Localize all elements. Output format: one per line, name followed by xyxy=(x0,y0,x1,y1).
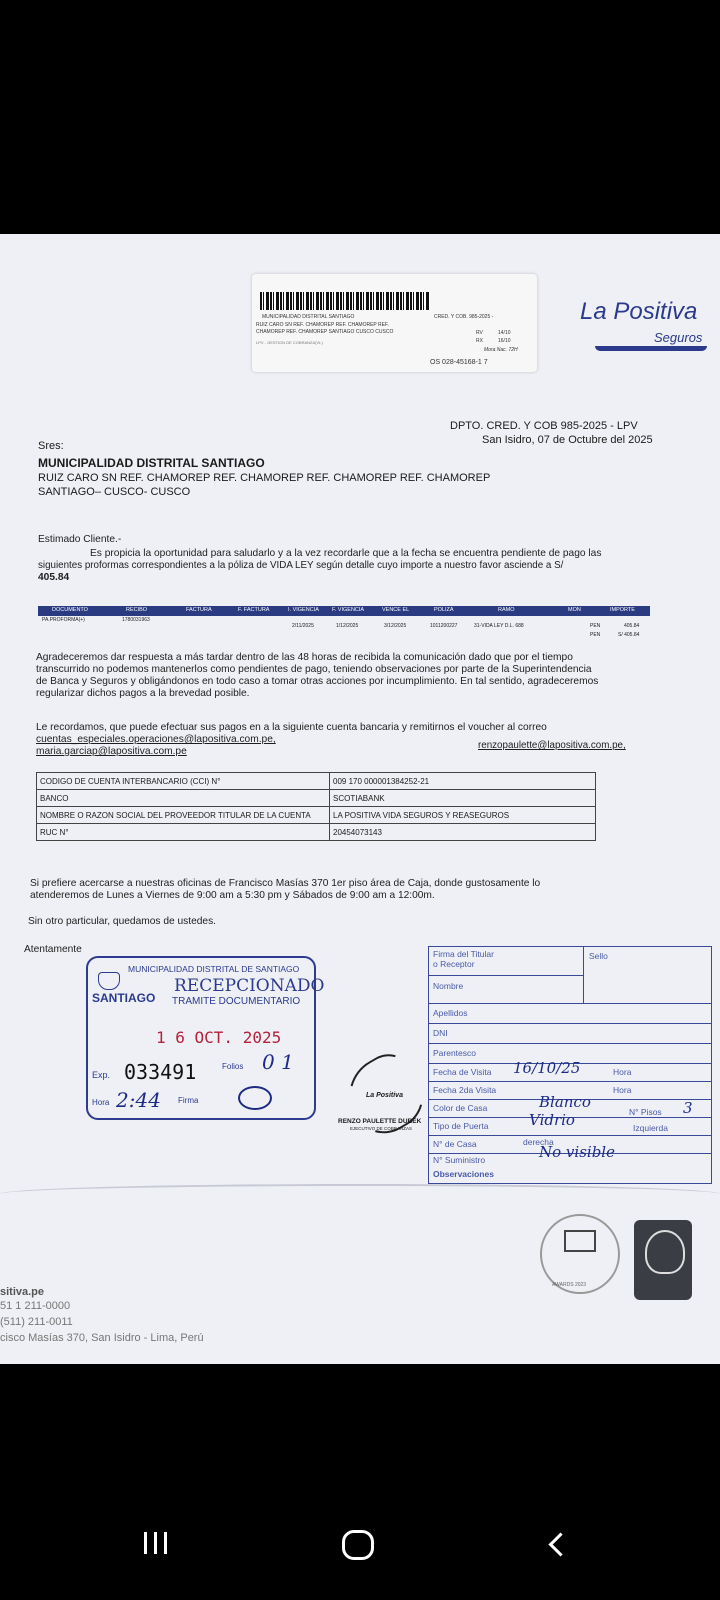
form-firma: Firma del Titular xyxy=(433,949,494,959)
footer-phone-2: (511) 211-0011 xyxy=(0,1316,73,1328)
email-maria-garciap[interactable]: maria.garciap@lapositiva.com.pe xyxy=(36,746,187,757)
form-hora-1: Hora xyxy=(613,1067,632,1077)
label-rx-date: 16/10 xyxy=(498,338,511,344)
cell-f-vigencia: 1/12/2025 xyxy=(336,623,359,629)
label-rv-date: 14/10 xyxy=(498,330,511,336)
cell-recibo: 1780031963 xyxy=(122,617,150,623)
stamp-recepcionado: RECEPCIONADO xyxy=(174,976,325,996)
form-fecha-visita-value: 16/10/25 xyxy=(513,1059,581,1077)
total-importe: S/ 405.84 xyxy=(618,632,640,638)
barcode xyxy=(260,292,430,310)
form-sello: Sello xyxy=(589,951,608,961)
detail-table xyxy=(38,606,650,638)
cell-i-vigencia: 2/11/2025 xyxy=(292,623,314,629)
stamp-exp-label: Exp. xyxy=(92,1070,111,1080)
home-button[interactable] xyxy=(342,1530,374,1560)
header-recibo: RECIBO xyxy=(126,607,148,613)
header-mon: MON xyxy=(568,607,581,613)
form-color-value: Blanco xyxy=(539,1093,591,1111)
recents-icon-bar xyxy=(154,1532,157,1554)
cci-value: 009 170 000001384252-21 xyxy=(330,773,596,790)
stamp-folios-value: 0 1 xyxy=(262,1050,294,1074)
form-tipo-value: Vidrio xyxy=(529,1111,575,1129)
stamp-folios-label: Folios xyxy=(222,1062,244,1071)
form-receptor: o Receptor xyxy=(433,959,475,969)
signature-brand: La Positiva xyxy=(366,1092,403,1099)
cell-importe: 405.84 xyxy=(624,623,640,629)
holder-value: LA POSITIVA VIDA SEGUROS Y REASEGUROS xyxy=(330,807,596,824)
sres-label: Sres: xyxy=(38,440,64,452)
holder-label: NOMBRE O RAZON SOCIAL DEL PROVEEDOR TITULAR DE LA CUENTA xyxy=(37,807,330,824)
header-importe: IMPORTE xyxy=(610,607,635,613)
label-rx: RX xyxy=(476,338,483,344)
table-row xyxy=(37,773,596,790)
form-n-suministro: N° Suministro xyxy=(433,1155,486,1165)
letter-page xyxy=(0,234,720,1364)
email-cuentas-especiales[interactable]: cuentas_especiales.operaciones@lapositiva.com.pe, xyxy=(36,734,276,745)
header-documento: DOCUMENTO xyxy=(52,607,88,613)
form-divider xyxy=(429,1003,711,1004)
ruc-value: 20454073143 xyxy=(330,824,596,841)
cell-documento: PA.PROFORMA(+) xyxy=(42,617,85,623)
logo-swoosh-icon xyxy=(595,346,707,351)
paragraph-2-line3: de Banca y Seguros y obligándonos en todo caso a tomar otras acciones por incumplimiento. En tal sentido, agradeceremos xyxy=(36,676,599,687)
header-factura: FACTURA xyxy=(186,607,212,613)
award-badge-icon xyxy=(564,1230,596,1252)
bank-label: BANCO xyxy=(37,790,330,807)
form-divider xyxy=(429,1043,711,1044)
label-line1: MUNICIPALIDAD DISTRITAL SANTIAGO xyxy=(262,314,355,320)
footer-web: sitiva.pe xyxy=(0,1286,45,1298)
cell-ramo: 31-VIDA LEY D.L. 688 xyxy=(474,623,524,629)
form-pisos: N° Pisos xyxy=(629,1107,662,1117)
addressee-address: RUIZ CARO SN REF. CHAMOREP REF. CHAMOREP REF. CHAMOREP REF. CHAMOREP xyxy=(38,472,491,484)
form-divider xyxy=(429,1135,711,1136)
reception-stamp xyxy=(86,956,325,1120)
logo-subtitle: Seguros xyxy=(654,330,703,345)
cell-mon: PEN xyxy=(590,623,601,629)
form-color-casa: Color de Casa xyxy=(433,1103,488,1113)
label-os: OS 028-45168-1 7 xyxy=(430,359,488,366)
bank-account-table xyxy=(36,772,596,841)
total-mon: PEN xyxy=(590,632,601,638)
header-i-vigencia: I. VIGENCIA xyxy=(288,607,319,613)
label-line3: CHAMOREP REF. CHAMOREP SANTIAGO CUSCO CUSCO xyxy=(256,329,394,335)
footer-phone-1: 51 1 211-0000 xyxy=(0,1300,71,1312)
signature-role: EJECUTIVO DE COBRANZAS xyxy=(350,1126,413,1131)
form-nombre: Nombre xyxy=(433,981,464,991)
stamp-firma-scribble-icon xyxy=(238,1086,272,1110)
form-hora-2: Hora xyxy=(613,1085,632,1095)
form-divider xyxy=(429,1081,711,1082)
back-button[interactable] xyxy=(548,1532,568,1556)
recents-icon-bar xyxy=(164,1532,167,1554)
paragraph-1-line2: siguientes proformas correspondientes a la póliza de VIDA LEY según detalle cuyo importe a nuestro favor asciende a S/ xyxy=(38,560,564,571)
android-navigation-bar xyxy=(0,1480,720,1600)
form-fecha-visita-2: Fecha 2da Visita xyxy=(433,1085,497,1095)
total-amount: 405.84 xyxy=(38,572,70,583)
signature-name: RENZO PAULETTE DUBEK xyxy=(338,1118,422,1125)
stamp-santiago: SANTIAGO xyxy=(92,991,156,1005)
paragraph-2-line4: regularizar dichos pagos a la brevedad posible. xyxy=(36,688,250,699)
form-divider xyxy=(429,1023,711,1024)
award-text: AWARDS 2023 xyxy=(552,1282,587,1288)
form-tipo-puerta: Tipo de Puerta xyxy=(433,1121,489,1131)
form-n-casa: N° de Casa xyxy=(433,1139,477,1149)
stamp-hora-value: 2:44 xyxy=(116,1088,161,1112)
paragraph-3-line1: Le recordamos, que puede efectuar sus pagos en a la siguiente cuenta bancaria y remitirnos el voucher al correo xyxy=(36,722,547,733)
stamp-tramite: TRAMITE DOCUMENTARIO xyxy=(172,996,301,1007)
address-label xyxy=(252,274,537,372)
signature-stamp xyxy=(338,1054,438,1134)
stamp-hora-label: Hora xyxy=(92,1098,110,1107)
table-row xyxy=(37,807,596,824)
label-line4: LPV - GESTION DE COBRANZA(VL) xyxy=(256,340,323,345)
footer-swoosh xyxy=(0,1184,720,1204)
recents-icon xyxy=(144,1532,147,1554)
label-cred: CRED. Y COB. 985-2025 - xyxy=(434,314,494,320)
form-divider xyxy=(583,947,584,1003)
table-row xyxy=(37,824,596,841)
form-divider xyxy=(429,975,583,976)
la-positiva-logo: La Positiva xyxy=(580,298,698,325)
fingerprint-badge-icon xyxy=(634,1220,692,1300)
closing-text: Sin otro particular, quedamos de ustedes. xyxy=(28,916,217,927)
paragraph-2-line2: transcurrido no podemos mantenerlos como pendientes de pago, teniendo observaciones por parte de la Superintendencia xyxy=(36,664,592,675)
form-observaciones: Observaciones xyxy=(433,1169,494,1179)
atentamente: Atentamente xyxy=(24,944,82,955)
footer-address: cisco Masías 370, San Isidro - Lima, Perú xyxy=(0,1332,204,1344)
table-row xyxy=(37,790,596,807)
receipt-form xyxy=(428,946,712,1184)
stamp-municipality: MUNICIPALIDAD DISTRITAL DE SANTIAGO xyxy=(128,964,300,974)
label-line2: RUIZ CARO SN REF. CHAMOREP REF. CHAMOREP REF. xyxy=(256,322,389,328)
header-vence: VENCE EL xyxy=(382,607,410,613)
stamp-exp-value: 033491 xyxy=(124,1060,197,1084)
back-icon xyxy=(548,1532,572,1556)
form-fecha-visita: Fecha de Visita xyxy=(433,1067,492,1077)
recents-button[interactable] xyxy=(144,1532,170,1554)
addressee-city: SANTIAGO– CUSCO- CUSCO xyxy=(38,486,191,498)
bank-value: SCOTIABANK xyxy=(330,790,596,807)
stamp-firma-label: Firma xyxy=(178,1096,199,1105)
ruc-label: RUC N° xyxy=(37,824,330,841)
santiago-crest-icon xyxy=(98,972,120,990)
form-dni: DNI xyxy=(433,1028,448,1038)
paragraph-1-line1: Es propicia la oportunidad para saludarlo y a la vez recordarle que a la fecha se encuentra pendiente de pago las xyxy=(90,548,602,559)
paragraph-4-line1: Si prefiere acercarse a nuestras oficinas de Francisco Masías 370 1er piso área de Caja, donde gustosamente lo xyxy=(30,878,541,889)
reference-date: San Isidro, 07 de Octubre del 2025 xyxy=(482,434,653,446)
label-rv: RV xyxy=(476,330,483,336)
header-ramo: RAMO xyxy=(498,607,515,613)
email-renzopaulette[interactable]: renzopaulette@lapositiva.com.pe, xyxy=(478,740,626,751)
paragraph-2-line1: Agradeceremos dar respuesta a más tardar dentro de las 48 horas de recibida la comunicación dado que por el tiempo xyxy=(36,652,573,663)
form-derecha: derecha xyxy=(523,1137,554,1147)
cell-poliza: 1011200227 xyxy=(430,623,458,629)
form-izquierda: Izquierda xyxy=(633,1123,668,1133)
addressee-name: MUNICIPALIDAD DISTRITAL SANTIAGO xyxy=(38,456,265,470)
paragraph-4-line2: atenderemos de Lunes a Viernes de 9:00 am a 5:30 pm y Sábados de 9:00 am a 12:00m. xyxy=(30,890,435,901)
greeting: Estimado Cliente.- xyxy=(38,534,122,545)
cci-label: CODIGO DE CUENTA INTERBANCARIO (CCI) N° xyxy=(37,773,330,790)
fingerprint-icon xyxy=(645,1230,685,1274)
header-f-vigencia: F. VIGENCIA xyxy=(332,607,365,613)
stamp-date: 1 6 OCT. 2025 xyxy=(156,1028,282,1047)
header-poliza: POLIZA xyxy=(434,607,454,613)
form-parentesco: Parentesco xyxy=(433,1048,476,1058)
form-suministro-value: No visible xyxy=(539,1143,615,1161)
label-mora: Mora Nac. 72H xyxy=(484,347,518,353)
cell-vence: 3/12/2025 xyxy=(384,623,407,629)
reference-dept: DPTO. CRED. Y COB 985-2025 - LPV xyxy=(450,420,638,432)
form-apellidos: Apellidos xyxy=(433,1008,468,1018)
form-pisos-value: 3 xyxy=(683,1099,693,1117)
header-f-factura: F. FACTURA xyxy=(238,607,270,613)
